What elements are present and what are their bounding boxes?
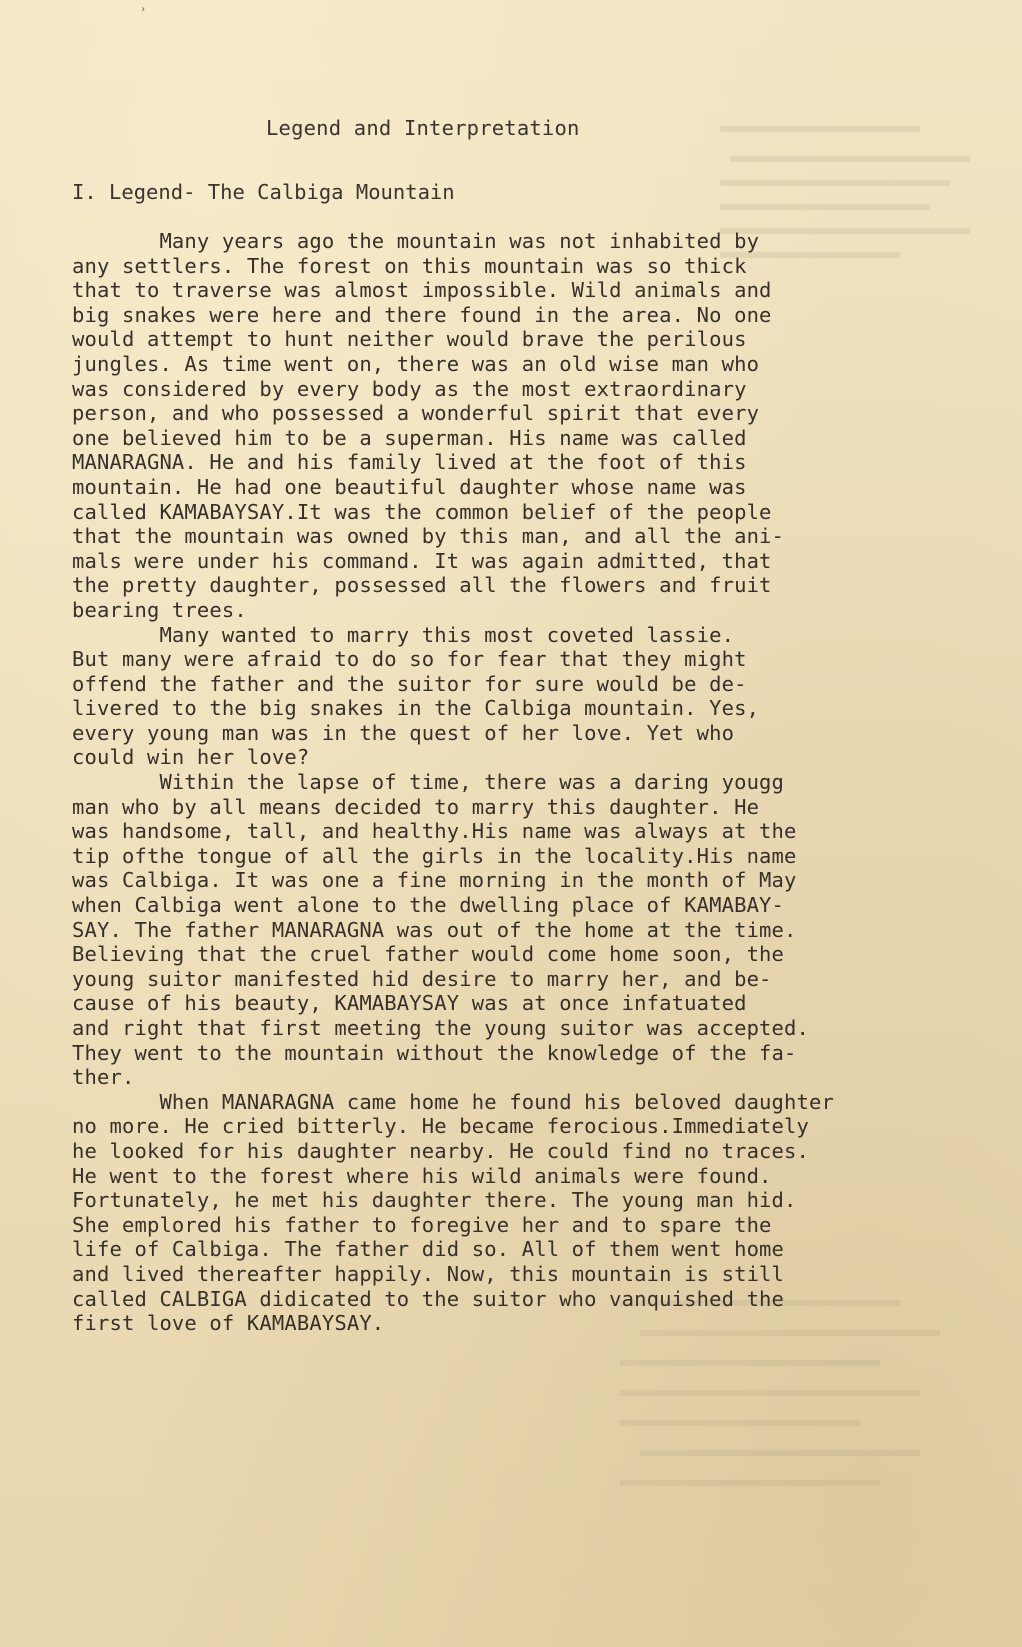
text-line: big snakes were here and there found in the area. No one (72, 302, 772, 327)
text-line: offend the father and the suitor for sure would be de- (72, 671, 747, 696)
text-line: Fortunately, he met his daughter there. The young man hid. (72, 1188, 797, 1213)
legend-body (72, 229, 1012, 1336)
text-line: Within the lapse of time, there was a daring yougg (72, 770, 785, 795)
text-line: first love of KAMABAYSAY. (72, 1311, 385, 1336)
text-line: SAY. The father MANARAGNA was out of the home at the time. (72, 917, 797, 942)
text-line: was Calbiga. It was one a fine morning in the month of May (72, 868, 797, 893)
text-line: He went to the forest where his wild animals were found. (72, 1163, 772, 1188)
text-line: But many were afraid to do so for fear that they might (72, 647, 747, 672)
text-line: young suitor manifested hid desire to marry her, and be- (72, 966, 772, 991)
text-line: he looked for his daughter nearby. He could find no traces. (72, 1138, 810, 1163)
text-line: Believing that the cruel father would come home soon, the (72, 942, 785, 967)
section-heading: I. Legend- The Calbiga Mountain (72, 180, 455, 204)
document-title: Legend and Interpretation (266, 116, 580, 140)
text-line: They went to the mountain without the knowledge of the fa- (72, 1040, 797, 1065)
text-line: every young man was in the quest of her love. Yet who (72, 720, 735, 745)
text-line: man who by all means decided to marry this daughter. He (72, 794, 760, 819)
text-line: Many wanted to marry this most coveted lassie. (72, 622, 735, 647)
text-line: ther. (72, 1065, 135, 1090)
text-line: livered to the big snakes in the Calbiga mountain. Yes, (72, 696, 760, 721)
text-line: jungles. As time went on, there was an old wise man who (72, 351, 760, 376)
text-line: mals were under his command. It was again admitted, that (72, 548, 772, 573)
text-line: MANARAGNA. He and his family lived at the foot of this (72, 450, 747, 475)
text-line: when Calbiga went alone to the dwelling place of KAMABAY- (72, 893, 785, 918)
text-line: any settlers. The forest on this mountain was so thick (72, 253, 747, 278)
text-line: that the mountain was owned by this man, and all the ani- (72, 524, 785, 549)
text-line: called KAMABAYSAY.It was the common belief of the people (72, 499, 772, 524)
text-line: life of Calbiga. The father did so. All of them went home (72, 1237, 785, 1262)
text-line: was handsome, tall, and healthy.His name was always at the (72, 819, 797, 844)
text-line: the pretty daughter, possessed all the flowers and fruit (72, 573, 772, 598)
text-line: one believed him to be a superman. His name was called (72, 425, 747, 450)
text-line: no more. He cried bitterly. He became ferocious.Immediately (72, 1114, 810, 1139)
text-line: would attempt to hunt neither would brave the perilous (72, 327, 747, 352)
text-line: Many years ago the mountain was not inhabited by (72, 229, 760, 253)
text-line: She emplored his father to foregive her and to spare the (72, 1212, 772, 1237)
text-line: cause of his beauty, KAMABAYSAY was at once infatuated (72, 991, 747, 1016)
text-line: bearing trees. (72, 597, 247, 622)
text-line: called CALBIGA didicated to the suitor who vanquished the (72, 1286, 785, 1311)
text-line: When MANARAGNA came home he found his beloved daughter (72, 1089, 835, 1114)
text-line: was considered by every body as the most extraordinary (72, 376, 747, 401)
text-line: tip ofthe tongue of all the girls in the locality.His name (72, 843, 797, 868)
corner-mark: › (140, 4, 147, 15)
text-line: and right that first meeting the young suitor was accepted. (72, 1016, 810, 1040)
text-line: that to traverse was almost impossible. Wild animals and (72, 278, 772, 303)
text-line: could win her love? (72, 745, 310, 770)
text-line: person, and who possessed a wonderful spirit that every (72, 401, 760, 426)
text-line: mountain. He had one beautiful daughter whose name was (72, 474, 747, 499)
text-line: and lived thereafter happily. Now, this mountain is still (72, 1261, 785, 1286)
